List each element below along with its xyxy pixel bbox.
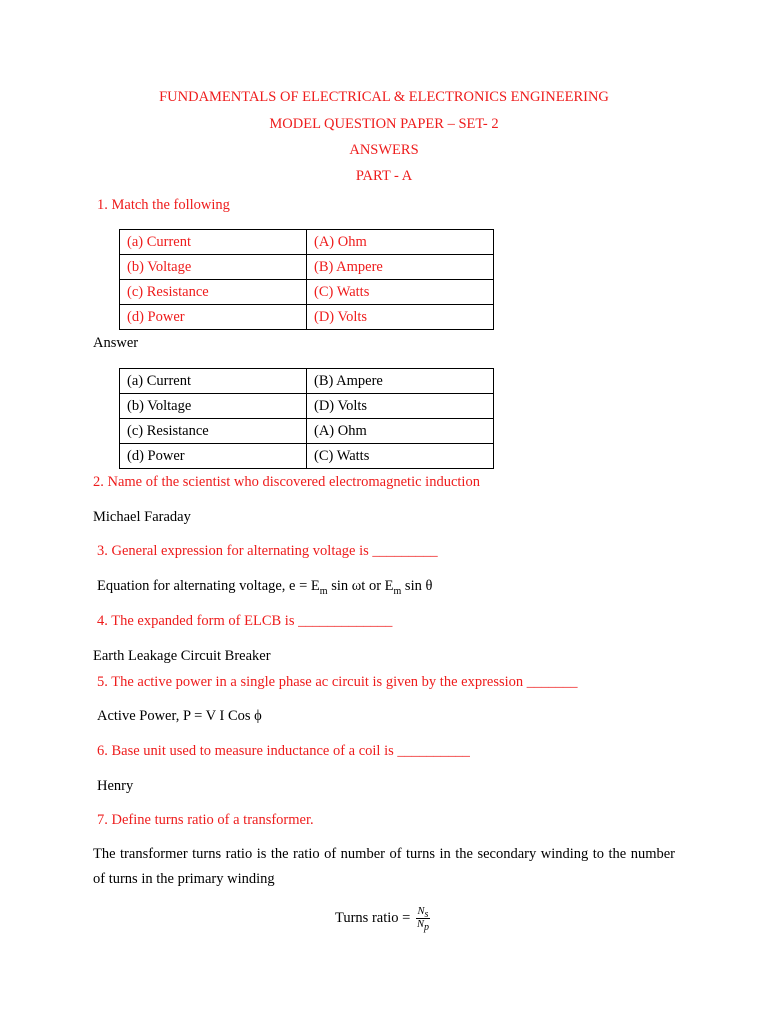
answer-2: Michael Faraday (93, 509, 191, 525)
answer-3 (97, 577, 432, 595)
paper-title: FUNDAMENTALS OF ELECTRICAL & ELECTRONICS ENGINEERING (159, 89, 609, 105)
formula-label: Turns ratio = (335, 910, 411, 926)
subscript-m: m (319, 585, 328, 597)
answer-4: Earth Leakage Circuit Breaker (93, 648, 271, 664)
table-cell: (b) Voltage (120, 255, 307, 280)
subscript-m: m (393, 585, 402, 597)
table-row (120, 305, 494, 330)
table-row (120, 394, 494, 419)
table-cell: (A) Ohm (307, 419, 494, 444)
answer-7: The transformer turns ratio is the ratio of number of turns in the secondary winding to the number of turns in the primary winding (93, 846, 675, 887)
question-5: 5. The active power in a single phase ac circuit is given by the expression _______ (97, 674, 578, 690)
table-cell: (C) Watts (307, 444, 494, 469)
table-row (120, 230, 494, 255)
question-6: 6. Base unit used to measure inductance of a coil is __________ (97, 743, 470, 759)
table-cell: (C) Watts (307, 280, 494, 305)
answers-heading: ANSWERS (349, 142, 419, 158)
table-cell: (D) Volts (307, 305, 494, 330)
paper-subtitle: MODEL QUESTION PAPER – SET- 2 (269, 116, 499, 132)
question-7: 7. Define turns ratio of a transformer. (97, 812, 314, 828)
table-cell: (a) Current (120, 369, 307, 394)
fraction-numerator (416, 906, 430, 919)
turns-ratio-formula (335, 902, 430, 934)
table-row (120, 280, 494, 305)
table-cell: (B) Ampere (307, 255, 494, 280)
table-cell: (B) Ampere (307, 369, 494, 394)
table-cell: (d) Power (120, 444, 307, 469)
question-3: 3. General expression for alternating voltage is _________ (97, 543, 438, 559)
table-row (120, 369, 494, 394)
table-row (120, 255, 494, 280)
denominator-subscript: p (423, 922, 429, 934)
table-row (120, 419, 494, 444)
table-cell: (d) Power (120, 305, 307, 330)
table-cell: (c) Resistance (120, 419, 307, 444)
question-2: 2. Name of the scientist who discovered electromagnetic induction (93, 474, 480, 490)
turns-ratio-fraction (416, 906, 430, 934)
part-heading: PART - A (355, 168, 413, 184)
answer-3-suffix: sin θ (401, 578, 433, 594)
question-1: 1. Match the following (97, 197, 230, 213)
answer-label: Answer (93, 335, 139, 351)
table-cell: (b) Voltage (120, 394, 307, 419)
numerator-symbol: N (417, 906, 425, 918)
match-table (119, 229, 494, 330)
answer-6: Henry (97, 778, 134, 794)
table-cell: (D) Volts (307, 394, 494, 419)
answer-5: Active Power, P = V I Cos ϕ (97, 708, 262, 724)
answer-table (119, 368, 494, 469)
answer-3-prefix: Equation for alternating voltage, e = E (97, 578, 320, 594)
question-4: 4. The expanded form of ELCB is _____________ (97, 613, 393, 629)
numerator-subscript: s (424, 909, 429, 921)
table-cell: (A) Ohm (307, 230, 494, 255)
table-cell: (a) Current (120, 230, 307, 255)
answer-3-mid: sin ωt or E (327, 578, 394, 594)
table-row (120, 444, 494, 469)
fraction-denominator (416, 919, 430, 934)
table-cell: (c) Resistance (120, 280, 307, 305)
denominator-symbol: N (416, 919, 424, 931)
